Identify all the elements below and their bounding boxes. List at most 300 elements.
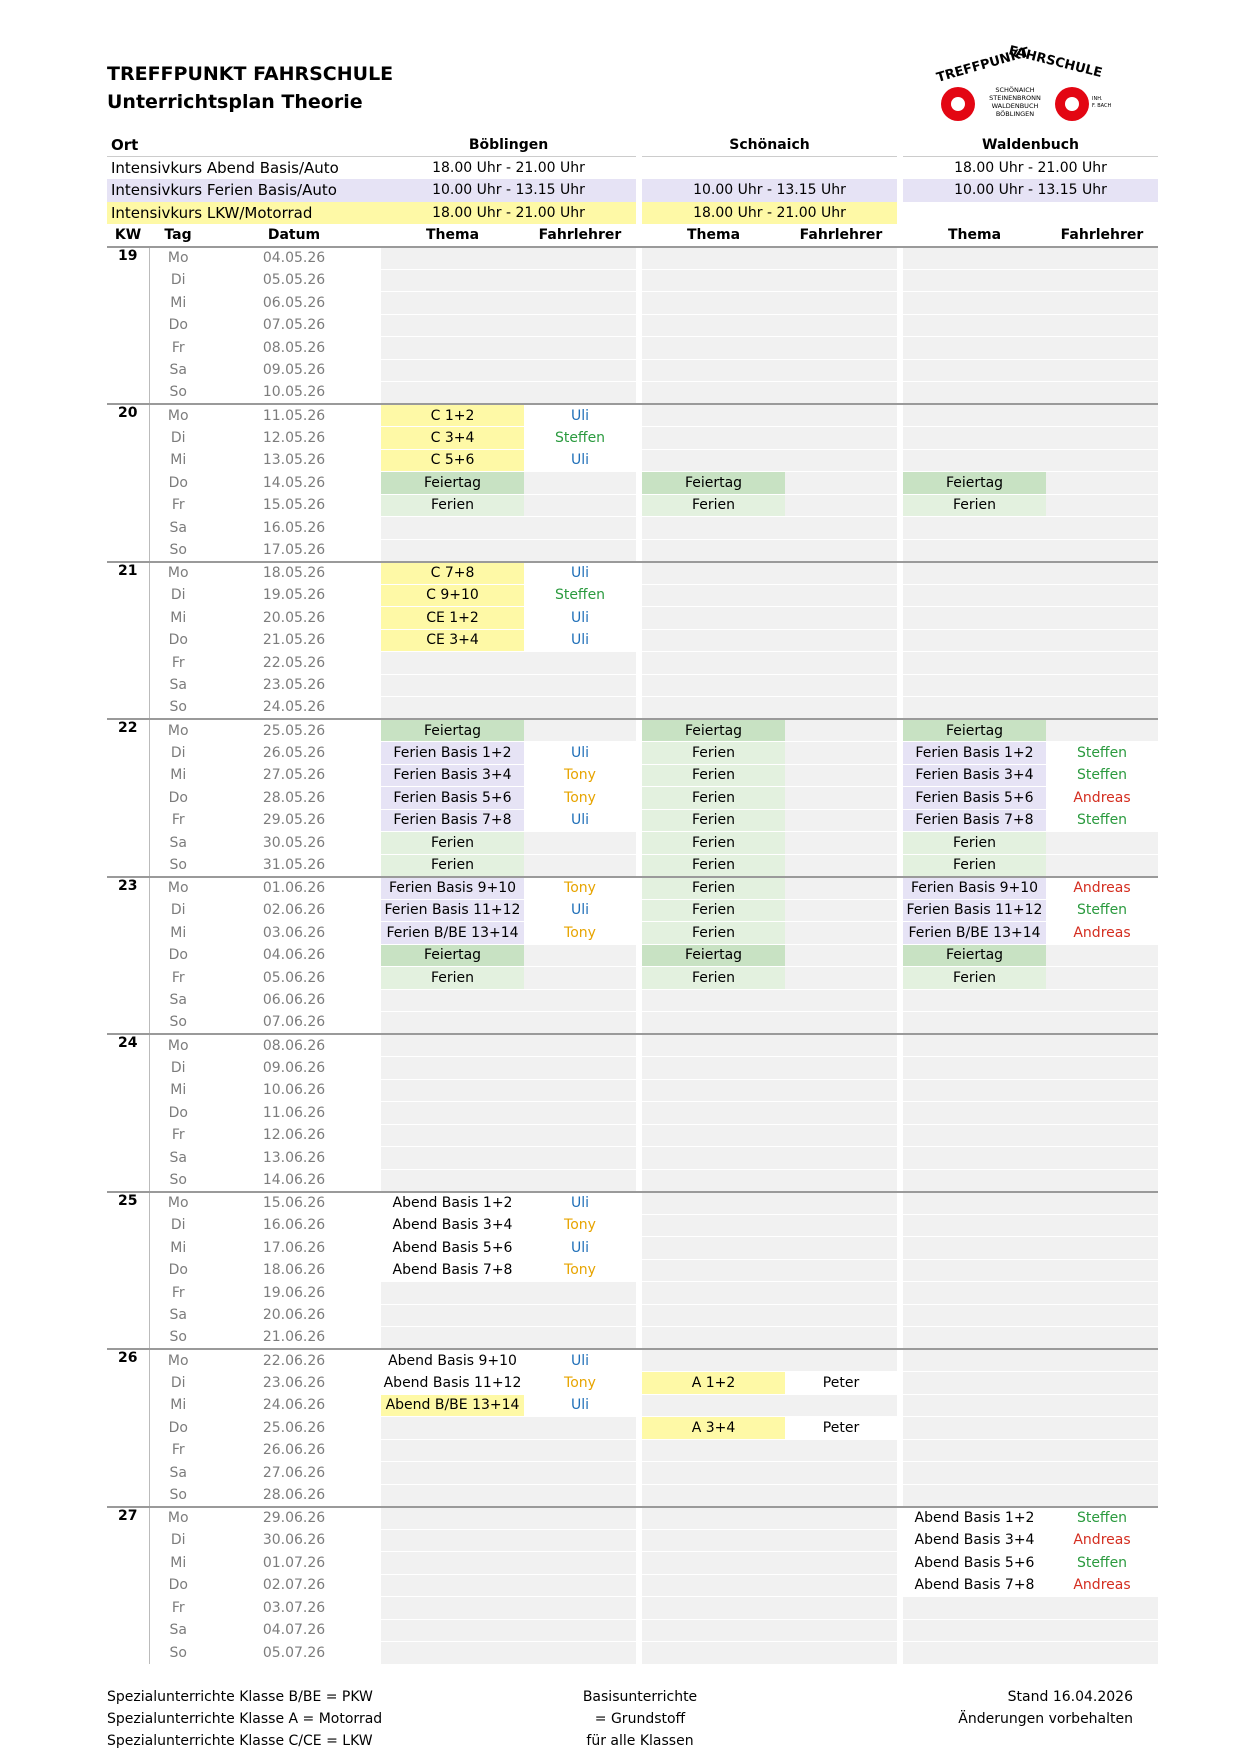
thema-cell: Ferien: [381, 832, 524, 855]
table-row: [107, 809, 1158, 832]
fahrlehrer-cell: [785, 494, 897, 517]
footer-legend: [107, 1686, 382, 1752]
fahrlehrer-cell: [524, 1169, 636, 1192]
thema-cell: [642, 584, 785, 607]
date: 06.06.26: [262, 992, 326, 1009]
date: 13.06.26: [262, 1149, 326, 1166]
table-row: [107, 1349, 1158, 1372]
week-number: 25: [107, 1192, 149, 1350]
thema-cell: [381, 1034, 524, 1057]
table-row: [107, 854, 1158, 877]
fahrlehrer-cell: [1046, 562, 1158, 585]
thema-cell: Abend B/BE 13+14: [381, 1394, 524, 1417]
thema-cell: [381, 1574, 524, 1597]
thema-cell: [642, 1394, 785, 1417]
thema-cell: [642, 1147, 785, 1170]
fahrlehrer-cell: [785, 539, 897, 562]
fahrlehrer-cell: [1046, 1034, 1158, 1057]
fahrlehrer-cell: [1046, 494, 1158, 517]
thema-cell: Ferien Basis 7+8: [903, 809, 1046, 832]
date: 20.05.26: [262, 609, 326, 626]
thema-cell: [903, 1057, 1046, 1080]
footer-basis-line: Basisunterrichte: [582, 1689, 698, 1705]
table-row: [107, 1192, 1158, 1215]
day-name: Sa: [169, 1149, 187, 1166]
fahrlehrer-cell: Peter: [785, 1417, 897, 1440]
thema-cell: [642, 652, 785, 675]
fahrlehrer-cell: [785, 854, 897, 877]
thema-cell: Ferien Basis 3+4: [381, 764, 524, 787]
fahrlehrer-cell: Uli: [524, 629, 636, 652]
course-time: 10.00 Uhr - 13.15 Uhr: [642, 179, 897, 202]
fahrlehrer-cell: [1046, 1462, 1158, 1485]
table-row: [107, 719, 1158, 742]
table-row: [107, 1619, 1158, 1642]
fahrlehrer-cell: [1046, 1619, 1158, 1642]
fahrlehrer-cell: [524, 719, 636, 742]
table-row: [107, 697, 1158, 720]
fahrlehrer-cell: [1046, 247, 1158, 270]
table-row: [107, 787, 1158, 810]
table-row: [107, 1034, 1158, 1057]
fahrlehrer-cell: [524, 1462, 636, 1485]
thema-cell: [642, 269, 785, 292]
thema-cell: Ferien: [642, 899, 785, 922]
day-name: Sa: [169, 1307, 187, 1324]
fahrlehrer-cell: [1046, 404, 1158, 427]
fahrlehrer-cell: Uli: [524, 742, 636, 765]
day-name: Sa: [169, 992, 187, 1009]
table-row: [107, 742, 1158, 765]
date: 17.06.26: [262, 1239, 326, 1256]
fahrlehrer-cell: [1046, 1102, 1158, 1125]
footer-basis-note: [560, 1686, 720, 1752]
date: 24.06.26: [262, 1397, 326, 1414]
thema-cell: [903, 269, 1046, 292]
fahrlehrer-cell: Tony: [524, 1259, 636, 1282]
fahrlehrer-cell: [785, 1484, 897, 1507]
fahrlehrer-cell: [1046, 967, 1158, 990]
fahrlehrer-header: Fahrlehrer: [799, 226, 883, 243]
thema-cell: [903, 292, 1046, 315]
table-row: [107, 292, 1158, 315]
fahrlehrer-cell: [1046, 472, 1158, 495]
thema-cell: [903, 1214, 1046, 1237]
fahrlehrer-cell: [785, 1012, 897, 1035]
thema-cell: Ferien: [903, 832, 1046, 855]
fahrlehrer-cell: [785, 359, 897, 382]
week-number: 22: [107, 719, 149, 877]
thema-cell: [381, 1057, 524, 1080]
fahrlehrer-header: Fahrlehrer: [1060, 226, 1144, 243]
day-name: Fr: [171, 1127, 185, 1144]
footer-legend-line: Spezialunterrichte Klasse C/CE = LKW: [107, 1733, 373, 1749]
thema-cell: [381, 359, 524, 382]
day-name: Mo: [149, 1507, 207, 1530]
thema-cell: [642, 1642, 785, 1665]
date: 27.06.26: [262, 1464, 326, 1481]
fahrlehrer-cell: [524, 472, 636, 495]
date: 30.05.26: [262, 834, 326, 851]
fahrlehrer-cell: Andreas: [1046, 1574, 1158, 1597]
day-name: Sa: [169, 1464, 187, 1481]
fahrlehrer-cell: [785, 1507, 897, 1530]
date: 29.06.26: [207, 1507, 381, 1530]
fahrlehrer-cell: [1046, 832, 1158, 855]
thema-cell: Ferien: [642, 764, 785, 787]
course-time: 18.00 Uhr - 21.00 Uhr: [381, 157, 636, 180]
thema-cell: [903, 449, 1046, 472]
thema-cell: [642, 1597, 785, 1620]
day-name: Do: [168, 947, 188, 964]
thema-cell: [381, 314, 524, 337]
thema-cell: [381, 539, 524, 562]
table-row: [107, 944, 1158, 967]
fahrlehrer-cell: [1046, 1439, 1158, 1462]
thema-cell: A 3+4: [642, 1417, 785, 1440]
fahrlehrer-cell: [1046, 359, 1158, 382]
day-name: Sa: [169, 677, 187, 694]
fahrlehrer-cell: [785, 1034, 897, 1057]
fahrlehrer-cell: [524, 832, 636, 855]
thema-cell: [381, 1304, 524, 1327]
date: 04.06.26: [262, 947, 326, 964]
fahrlehrer-cell: [785, 427, 897, 450]
thema-cell: Ferien: [381, 494, 524, 517]
thema-cell: Abend Basis 1+2: [903, 1507, 1046, 1530]
thema-cell: [642, 1282, 785, 1305]
table-row: [107, 764, 1158, 787]
thema-cell: [642, 1507, 785, 1530]
thema-cell: [381, 382, 524, 405]
thema-cell: Ferien: [642, 494, 785, 517]
fahrlehrer-cell: [524, 494, 636, 517]
date: 20.06.26: [262, 1307, 326, 1324]
thema-cell: [903, 1282, 1046, 1305]
course-time: 18.00 Uhr - 21.00 Uhr: [381, 202, 636, 225]
svg-text:STEINENBRONN: STEINENBRONN: [989, 94, 1041, 102]
thema-cell: [642, 1552, 785, 1575]
day-name: So: [169, 541, 187, 558]
day-name: Di: [170, 587, 186, 604]
thema-header: Thema: [686, 226, 741, 243]
table-row: [107, 269, 1158, 292]
school-logo: [930, 42, 1120, 136]
day-name: Mi: [170, 609, 187, 626]
thema-cell: [642, 1079, 785, 1102]
thema-cell: [642, 1259, 785, 1282]
day-name: So: [169, 856, 187, 873]
thema-cell: C 1+2: [381, 404, 524, 427]
thema-cell: [903, 1304, 1046, 1327]
date: 18.05.26: [207, 562, 381, 585]
page-title: [107, 60, 393, 116]
thema-cell: Ferien: [642, 854, 785, 877]
thema-cell: [381, 269, 524, 292]
thema-cell: [381, 247, 524, 270]
table-row: [107, 1552, 1158, 1575]
day-name: Di: [170, 272, 186, 289]
thema-cell: [381, 1507, 524, 1530]
ort-label: Ort: [107, 134, 381, 157]
thema-cell: [642, 562, 785, 585]
day-name: Di: [170, 1532, 186, 1549]
day-name: So: [169, 384, 187, 401]
fahrlehrer-cell: [785, 899, 897, 922]
fahrlehrer-cell: [785, 1237, 897, 1260]
fahrlehrer-cell: Steffen: [1046, 742, 1158, 765]
table-row: [107, 1259, 1158, 1282]
fahrlehrer-cell: [1046, 269, 1158, 292]
footer-stand-date: Stand 16.04.2026: [1007, 1689, 1133, 1705]
table-row: [107, 1417, 1158, 1440]
table-row: [107, 652, 1158, 675]
fahrlehrer-cell: [785, 877, 897, 900]
fahrlehrer-cell: [785, 787, 897, 810]
thema-cell: Feiertag: [642, 472, 785, 495]
fahrlehrer-cell: [785, 1079, 897, 1102]
thema-cell: [642, 1574, 785, 1597]
course-time: 10.00 Uhr - 13.15 Uhr: [381, 179, 636, 202]
fahrlehrer-cell: [524, 314, 636, 337]
thema-cell: CE 1+2: [381, 607, 524, 630]
fahrlehrer-cell: [524, 1124, 636, 1147]
fahrlehrer-cell: [1046, 382, 1158, 405]
date: 14.05.26: [262, 474, 326, 491]
thema-cell: [642, 629, 785, 652]
date: 06.05.26: [262, 294, 326, 311]
fahrlehrer-cell: Tony: [524, 787, 636, 810]
date: 10.06.26: [262, 1082, 326, 1099]
fahrlehrer-cell: Tony: [524, 877, 636, 900]
table-row: [107, 562, 1158, 585]
thema-cell: Feiertag: [642, 719, 785, 742]
fahrlehrer-cell: [785, 697, 897, 720]
fahrlehrer-cell: [785, 584, 897, 607]
table-row: [107, 1169, 1158, 1192]
thema-cell: Ferien Basis 5+6: [381, 787, 524, 810]
day-name: Sa: [169, 362, 187, 379]
fahrlehrer-cell: Uli: [524, 562, 636, 585]
day-name: Sa: [169, 1622, 187, 1639]
table-row: [107, 989, 1158, 1012]
date: 31.05.26: [262, 856, 326, 873]
table-row: [107, 899, 1158, 922]
date: 05.06.26: [262, 969, 326, 986]
week-number: 23: [107, 877, 149, 1035]
day-name: Mo: [149, 1349, 207, 1372]
fahrlehrer-cell: [785, 1327, 897, 1350]
fahrlehrer-cell: [1046, 674, 1158, 697]
date: 28.05.26: [262, 789, 326, 806]
thema-cell: Ferien Basis 5+6: [903, 787, 1046, 810]
day-name: Fr: [171, 497, 185, 514]
thema-cell: [642, 1102, 785, 1125]
thema-cell: [642, 359, 785, 382]
thema-cell: Ferien Basis 1+2: [381, 742, 524, 765]
table-row: [107, 359, 1158, 382]
thema-cell: [903, 629, 1046, 652]
footer-disclaimer: Änderungen vorbehalten: [958, 1711, 1133, 1727]
thema-cell: [381, 1439, 524, 1462]
date: 28.06.26: [262, 1486, 326, 1503]
fahrlehrer-cell: [1046, 652, 1158, 675]
fahrlehrer-cell: [785, 517, 897, 540]
thema-cell: [903, 1417, 1046, 1440]
fahrlehrer-cell: [1046, 1417, 1158, 1440]
day-name: Fr: [171, 1284, 185, 1301]
table-row: [107, 1484, 1158, 1507]
table-row: [107, 382, 1158, 405]
fahrlehrer-cell: Uli: [524, 809, 636, 832]
fahrlehrer-cell: [524, 1574, 636, 1597]
date: 09.06.26: [262, 1059, 326, 1076]
fahrlehrer-cell: [785, 1642, 897, 1665]
date: 09.05.26: [262, 362, 326, 379]
fahrlehrer-cell: [785, 1574, 897, 1597]
course-time: 10.00 Uhr - 13.15 Uhr: [903, 179, 1158, 202]
footer-basis-line: = Grundstoff: [594, 1711, 686, 1727]
footer-status: [958, 1686, 1133, 1730]
thema-cell: [903, 1619, 1046, 1642]
date: 21.06.26: [262, 1329, 326, 1346]
day-name: Fr: [171, 969, 185, 986]
date: 25.06.26: [262, 1419, 326, 1436]
fahrlehrer-cell: Andreas: [1046, 1529, 1158, 1552]
thema-cell: [903, 1642, 1046, 1665]
fahrlehrer-cell: Uli: [524, 404, 636, 427]
table-row: [107, 967, 1158, 990]
fahrlehrer-cell: [524, 1484, 636, 1507]
fahrlehrer-cell: [524, 652, 636, 675]
fahrlehrer-cell: [1046, 1327, 1158, 1350]
fahrlehrer-cell: [1046, 539, 1158, 562]
fahrlehrer-cell: [1046, 427, 1158, 450]
svg-text:SCHÖNAICH: SCHÖNAICH: [995, 86, 1035, 94]
day-name: Mi: [170, 1082, 187, 1099]
fahrlehrer-cell: [785, 449, 897, 472]
thema-cell: [642, 697, 785, 720]
thema-cell: [381, 1012, 524, 1035]
date: 15.05.26: [262, 497, 326, 514]
fahrlehrer-cell: [785, 382, 897, 405]
fahrlehrer-cell: [524, 247, 636, 270]
fahrlehrer-cell: [1046, 517, 1158, 540]
day-name: Mi: [170, 1397, 187, 1414]
date: 22.06.26: [207, 1349, 381, 1372]
fahrlehrer-cell: Steffen: [1046, 1507, 1158, 1530]
table-row: [107, 1147, 1158, 1170]
day-name: Di: [170, 744, 186, 761]
thema-cell: [903, 247, 1046, 270]
kw-header: KW: [114, 226, 142, 243]
day-name: Mo: [149, 247, 207, 270]
fahrlehrer-cell: Uli: [524, 1394, 636, 1417]
fahrlehrer-cell: [785, 1169, 897, 1192]
week-number: 21: [107, 562, 149, 720]
course-label: Intensivkurs LKW/Motorrad: [107, 202, 381, 225]
fahrlehrer-cell: [524, 382, 636, 405]
date: 11.05.26: [207, 404, 381, 427]
thema-cell: [903, 404, 1046, 427]
date: 01.06.26: [207, 877, 381, 900]
thema-cell: Abend Basis 5+6: [381, 1237, 524, 1260]
table-row: [107, 584, 1158, 607]
thema-cell: [903, 1034, 1046, 1057]
date: 07.05.26: [262, 317, 326, 334]
week-number: 20: [107, 404, 149, 562]
fahrlehrer-cell: [785, 404, 897, 427]
thema-cell: Ferien: [903, 967, 1046, 990]
thema-cell: Ferien Basis 7+8: [381, 809, 524, 832]
week-number: 26: [107, 1349, 149, 1507]
fahrlehrer-cell: [524, 1057, 636, 1080]
day-name: Do: [168, 632, 188, 649]
date: 10.05.26: [262, 384, 326, 401]
date: 12.06.26: [262, 1127, 326, 1144]
thema-cell: Ferien: [903, 854, 1046, 877]
fahrlehrer-cell: [1046, 1304, 1158, 1327]
fahrlehrer-cell: [785, 1057, 897, 1080]
date: 04.05.26: [207, 247, 381, 270]
fahrlehrer-cell: [524, 1417, 636, 1440]
fahrlehrer-cell: Uli: [524, 899, 636, 922]
thema-cell: [903, 607, 1046, 630]
thema-cell: [642, 382, 785, 405]
thema-cell: Feiertag: [903, 944, 1046, 967]
fahrlehrer-cell: [785, 989, 897, 1012]
table-row: [107, 427, 1158, 450]
day-name: So: [169, 1171, 187, 1188]
fahrlehrer-cell: [785, 472, 897, 495]
thema-cell: [642, 539, 785, 562]
table-row: [107, 1102, 1158, 1125]
thema-cell: [903, 584, 1046, 607]
thema-cell: CE 3+4: [381, 629, 524, 652]
fahrlehrer-cell: [1046, 1124, 1158, 1147]
table-row: [107, 517, 1158, 540]
date: 19.05.26: [262, 587, 326, 604]
day-name: Mo: [149, 719, 207, 742]
thema-cell: C 7+8: [381, 562, 524, 585]
fahrlehrer-cell: [1046, 1147, 1158, 1170]
thema-cell: Feiertag: [381, 944, 524, 967]
thema-header: Thema: [947, 226, 1002, 243]
day-name: Do: [168, 1104, 188, 1121]
thema-cell: Ferien: [642, 809, 785, 832]
thema-cell: [642, 247, 785, 270]
thema-cell: [642, 517, 785, 540]
date: 25.05.26: [207, 719, 381, 742]
day-name: Sa: [169, 834, 187, 851]
day-name: So: [169, 699, 187, 716]
thema-cell: [642, 292, 785, 315]
thema-cell: [903, 562, 1046, 585]
fahrlehrer-cell: [524, 1034, 636, 1057]
thema-cell: [381, 1169, 524, 1192]
fahrlehrer-cell: [1046, 944, 1158, 967]
day-name: Do: [168, 474, 188, 491]
course-time: 18.00 Uhr - 21.00 Uhr: [642, 202, 897, 225]
fahrlehrer-cell: [785, 922, 897, 945]
location-header: Böblingen: [381, 134, 636, 157]
date: 26.05.26: [262, 744, 326, 761]
fahrlehrer-cell: [1046, 584, 1158, 607]
table-row: [107, 1079, 1158, 1102]
day-name: Di: [170, 902, 186, 919]
thema-cell: [381, 1619, 524, 1642]
fahrlehrer-cell: Andreas: [1046, 787, 1158, 810]
